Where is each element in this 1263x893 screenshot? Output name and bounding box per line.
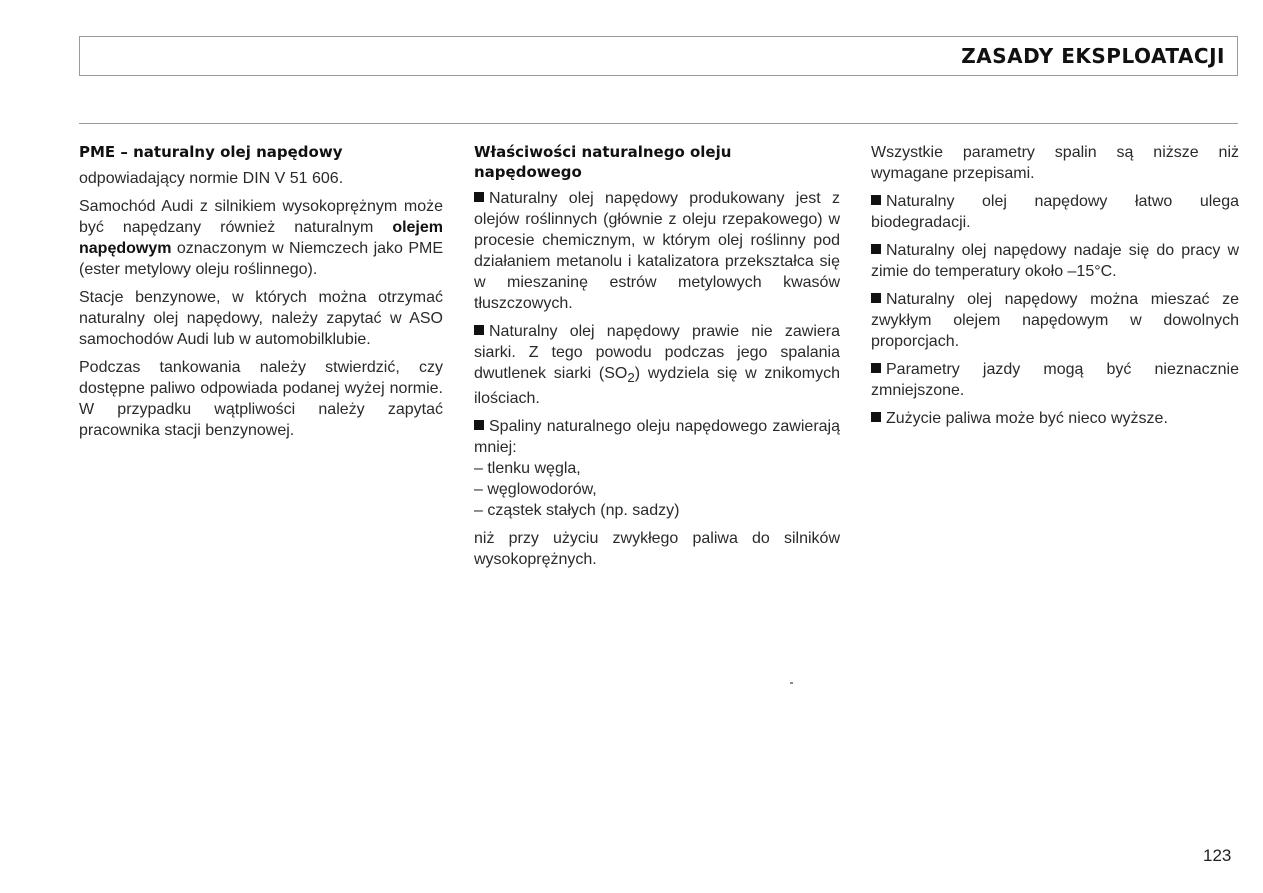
paragraph-emissions: Wszystkie parametry spalin są niższe niż wymagane przepisami. [871,144,1239,182]
text-run: oznaczonym w Niemczech jako PME (ester metylowy oleju roślinnego). [79,240,443,278]
paragraph-comparison: niż przy użyciu zwykłego paliwa do silników wysokoprężnych. [474,530,840,569]
header-box [79,36,1238,76]
bullet-paragraph [474,188,840,314]
bullet-text: Naturalny olej napędowy produkowany jest z olejów roślinnych (głównie z oleju rzepakowego) w procesie chemicznym, w którym olej roślinny pod działaniem metanolu i katalizatora przekształca się w mieszaninę estrów metylowych kwasów tłuszczowych. [474,190,840,312]
bullet-paragraph [871,408,1239,429]
bullet-text: ) wydziela się w znikomych ilościach. [474,365,841,408]
square-bullet-icon [474,192,484,202]
column-right [871,142,1239,436]
bullet-text: Naturalny olej napędowy nadaje się do pracy w zimie do temperatury około –15°C. [871,242,1239,280]
bullet-paragraph [871,191,1239,233]
page-section-title: ZASADY EKSPLOATACJI [961,44,1225,68]
list-item: – węglowodorów, [474,481,597,499]
paragraph-stations: Stacje benzynowe, w których można otrzymać naturalny olej napędowy, należy zapytać w ASO samochodów Audi lub w automobilklubie. [79,289,443,348]
bullet-text: Naturalny olej napędowy łatwo ulega biodegradacji. [871,193,1239,231]
square-bullet-icon [871,363,881,373]
bullet-text: Spaliny naturalnego oleju napędowego zawierają mniej: [474,418,840,457]
page-number: 123 [1203,846,1232,865]
square-bullet-icon [474,420,484,430]
bullet-text: Naturalny olej napędowy prawie nie zawiera siarki. Z tego powodu podczas jego spalania dwutlenek siarki (SO [474,323,840,382]
bullet-text: Zużycie paliwa może być nieco wyższe. [886,410,1168,427]
bullet-text: Naturalny olej napędowy można mieszać ze zwykłym olejem napędowym w dowolnych proporcjach. [871,291,1239,350]
square-bullet-icon [871,412,881,422]
section-heading-properties: Właściwości naturalnego oleju napędowego [474,143,732,181]
square-bullet-icon [871,293,881,303]
bullet-paragraph [871,289,1239,352]
column-middle [474,142,840,577]
bullet-paragraph [474,321,840,409]
section-heading-pme: PME – naturalny olej napędowy [79,143,343,161]
bullet-text: Parametry jazdy mogą być nieznacznie zmniejszone. [871,361,1239,399]
bullet-paragraph [474,416,840,458]
list-item: – cząstek stałych (np. sadzy) [474,502,680,520]
bullet-paragraph [871,240,1239,282]
paragraph-audi [79,196,443,280]
bullet-paragraph [871,359,1239,401]
square-bullet-icon [871,244,881,254]
subscript: 2 [627,370,635,386]
text-run: Samochód Audi z silnikiem wysokoprężnym może być napędzany również naturalnym [79,198,443,236]
list-item: – tlenku węgla, [474,460,581,478]
paragraph-norm: odpowiadający normie DIN V 51 606. [79,170,344,187]
dash-list [474,458,840,521]
print-speck [790,682,793,684]
column-left [79,142,443,448]
square-bullet-icon [871,195,881,205]
square-bullet-icon [474,325,484,335]
paragraph-refuel: Podczas tankowania należy stwierdzić, czy dostępne paliwo odpowiada podanej wyżej normie. W przypadku wątpliwości należy zapytać pracownika stacji benzynowej. [79,359,443,439]
bold-run: olejem napędowym [79,219,443,257]
header-divider [79,123,1238,124]
